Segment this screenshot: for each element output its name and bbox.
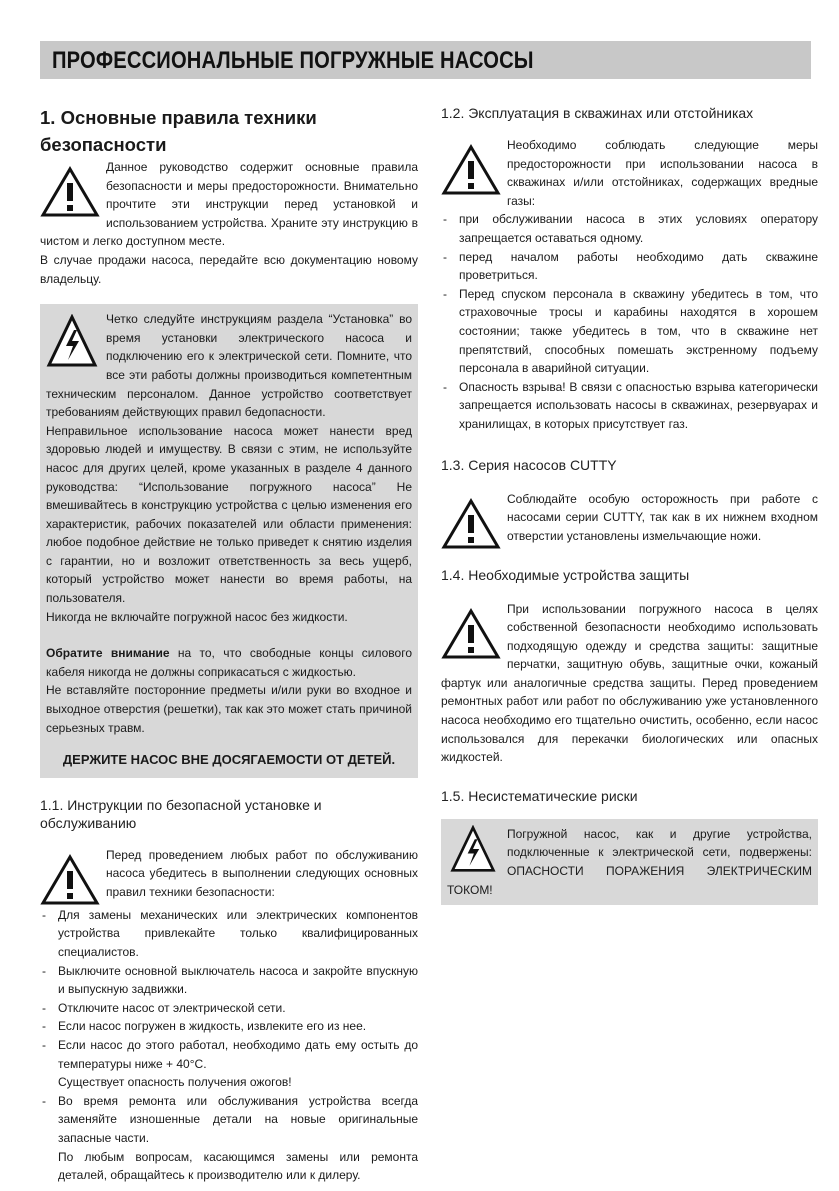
burn-note: Существует опасность получения ожогов! (58, 1075, 292, 1090)
maintenance-list-2 (40, 1092, 418, 1148)
electric-risk-text (447, 825, 812, 899)
intro-text: Данное руководство содержит основные правила безопасности и меры предосторожности. Внимательно прочтите эти инструкции перед установкой и использованием устройства. Храните эту инструкцию в чистом и легко доступном месте. (40, 160, 418, 249)
list-item: - Во время ремонта или обслуживания устройства всегда заменяйте изношенные детали на новые оригинальные запасные части. (40, 1092, 418, 1148)
grey-paragraph-3: Никогда не включайте погружной насос без жидкости. (46, 609, 348, 624)
section-1-4-body (441, 600, 818, 767)
page-title: ПРОФЕССИОНАЛЬНЫЕ ПОГРУЖНЫЕ НАСОСЫ (52, 47, 534, 74)
left-column (40, 104, 418, 1185)
electric-risk-part1: Погружной насос, как и другие устройства, подключенные к электрической сети, подвержены: (507, 826, 812, 860)
safety-grey-box (40, 304, 418, 778)
protection-text: При использовании погружного насоса в целях собственной безопасности необходимо использовать подходящую одежду и средства защиты: защитные перчатки, защитную обувь, защитные очки, кожаный фартук или аналогичные средства защиты. Перед проведением ремонтных работ или работ по обслуживанию уже установленного насоса необходимо его тщательно очистить, особенно, если насос использовался для перекачки биологических или опасных жидкостей. (441, 601, 818, 765)
electric-risk-box (441, 819, 818, 905)
page-header (40, 41, 811, 79)
grey-note-rest: на то, что свободные концы силового кабеля никогда не должны соприкасаться с жидкостью. (46, 646, 412, 679)
section-1-intro (40, 158, 418, 251)
right-column (441, 104, 818, 905)
section-1-3-title: 1.3. Серия насосов CUTTY (441, 456, 617, 473)
wells-intro: Необходимо соблюдать следующие меры предосторожности при использовании насоса в скважинах и/или отстойниках, содержащих вредные газы: (507, 138, 818, 208)
list-item: - при обслуживании насоса в этих условиях оператору запрещается оставаться одному. (441, 210, 818, 247)
grey-note (46, 644, 412, 681)
list-item: - Опасность взрыва! В связи с опасностью взрыва категорически запрещается использовать насосы в скважинах, резервуарах и хранилищах, в которых присутствует газ. (441, 378, 818, 434)
warning-triangle-icon (441, 144, 501, 196)
list-item: - Для замены механических или электрических компонентов устройства привлекайте только квалифицированных специалистов. (40, 906, 418, 962)
section-1-3-body (441, 490, 818, 546)
cutty-text: Соблюдайте особую осторожность при работе с насосами серии CUTTY, так как в их нижнем входном отверстии установлены измельчающие ножи. (507, 491, 818, 543)
grey-paragraph-4: Не вставляйте посторонние предметы и/или руки во входное и выходное отверстия (решетки), так как это может стать причиной серьезных травм. (46, 683, 412, 735)
section-1-2-title: 1.2. Эксплуатация в скважинах или отстойниках (441, 105, 754, 121)
list-item: - Отключите насос от электрической сети. (40, 999, 418, 1018)
list-item: - Выключите основной выключатель насоса и закройте впускную и выпускную задвижки. (40, 962, 418, 999)
wells-list (441, 210, 818, 433)
list-item: - перед началом работы необходимо дать скважине проветриться. (441, 248, 818, 285)
section-1-1-title: 1.1. Инструкции по безопасной установке и обслуживанию (40, 796, 322, 831)
electric-risk-caps: ОПАСНОСТИ ПОРАЖЕНИЯ ЭЛЕКТРИЧЕСКИМ ТОКОМ! (447, 864, 812, 897)
section-1-1-intro (40, 846, 418, 902)
dealer-note: По любым вопросам, касающимся замены или ремонта деталей, обращайтесь к производителю или к дилеру. (58, 1149, 418, 1183)
grey-paragraph-1: Четко следуйте инструкциям раздела “Установка” во время установки электрического насоса и подключению его к электрической сети. Помните, что все эти работы должны производиться компетентным техническим персоналом. Данное устройство соответствует требованиям действующих правил бедопасности. (46, 312, 412, 420)
warning-triangle-icon (441, 608, 501, 660)
list-item: - Если насос до этого работал, необходимо дать ему остыть до температуры ниже + 40°C. (40, 1036, 418, 1073)
section-1-title: 1. Основные правила техники безопасности (40, 107, 317, 155)
warning-triangle-icon (441, 498, 501, 550)
warning-triangle-icon (40, 854, 100, 906)
maintenance-list (40, 906, 418, 1073)
list-item: - Если насос погружен в жидкость, извлеките его из нее. (40, 1017, 418, 1036)
electric-hazard-icon (447, 825, 499, 873)
grey-paragraph-2: Неправильное использование насоса может нанести вред здоровью людей и имуществу. В связи с этим, не используйте насос для других целей, кроме указанных в разделе 4 данного руководства: “Использование погружного насоса” Не вмешивайтесь в конструкцию устройства с целью изменения его характеристик, рабочих показателей или области применения: любое подобное действие не только приведет к снятию изделия с гарантии, но и возложит ответственность за весь ущерб, который устройство может нанести во время работы, на пользователя. (46, 423, 412, 606)
keep-away-children: ДЕРЖИТЕ НАСОС ВНЕ ДОСЯГАЕМОСТИ ОТ ДЕТЕЙ. (62, 752, 396, 768)
warning-triangle-icon (40, 166, 100, 218)
resale-text: В случае продажи насоса, передайте всю документацию новому владельцу. (40, 252, 418, 286)
section-1-2-intro (441, 136, 818, 210)
grey-note-bold: Обратите внимание (46, 646, 170, 661)
list-item: - Перед спуском персонала в скважину убедитесь в том, что страховочные тросы и карабины находятся в хорошем состоянии; также убедитесь в том, что в скважине нет препятствий, способных помешать экстренному подъему персонала в аварийной ситуации. (441, 285, 818, 378)
section-1-5-title: 1.5. Несистематические риски (441, 787, 638, 804)
maintenance-intro: Перед проведением любых работ по обслуживанию насоса убедитесь в выполнении следующих основных правил техники безопасности: (106, 847, 418, 899)
electric-hazard-icon (46, 314, 98, 368)
section-1-4-title: 1.4. Необходимые устройства защиты (441, 566, 690, 583)
